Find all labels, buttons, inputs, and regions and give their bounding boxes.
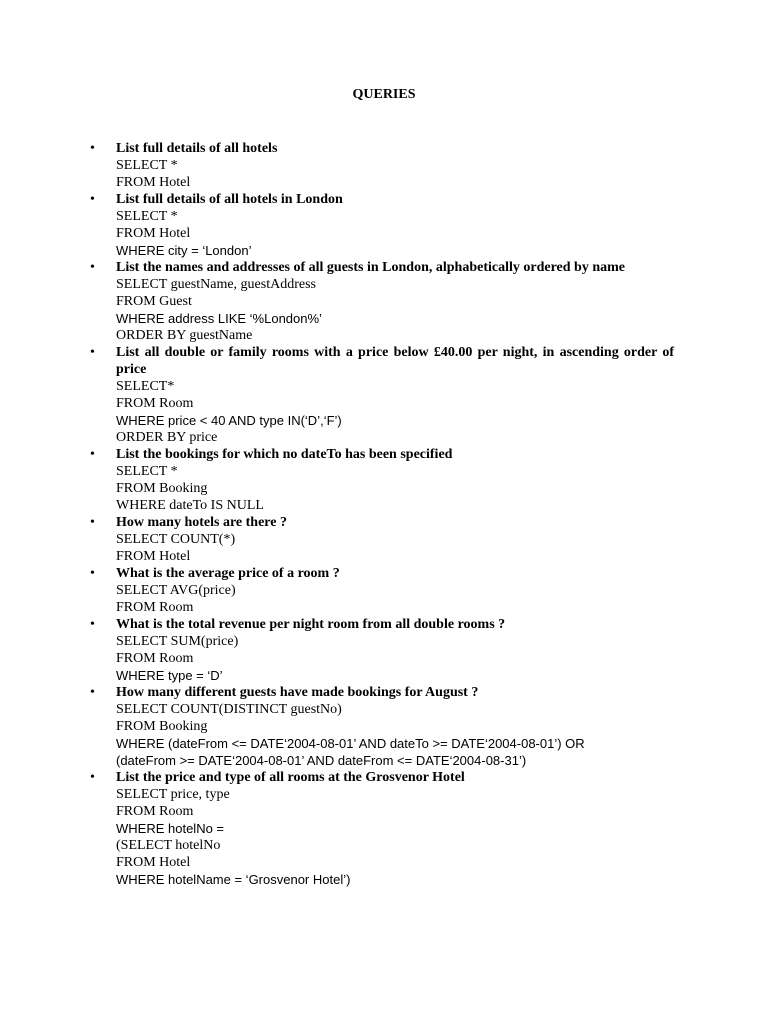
sql-line: WHERE (dateFrom <= DATE‘2004-08-01’ AND dateTo >= DATE‘2004-08-01’) OR xyxy=(116,736,585,751)
sql-line: SELECT * xyxy=(116,464,178,479)
bullet-icon: • xyxy=(90,260,95,275)
bullet-icon: • xyxy=(90,617,95,632)
query-item xyxy=(0,514,768,565)
query-item xyxy=(0,259,768,344)
sql-line: WHERE price < 40 AND type IN(‘D’,‘F’) xyxy=(116,413,342,428)
sql-line: WHERE city = ‘London’ xyxy=(116,243,252,258)
sql-line: FROM Booking xyxy=(116,719,208,734)
sql-line: SELECT * xyxy=(116,209,178,224)
sql-line: FROM Room xyxy=(116,600,194,615)
sql-line: SELECT AVG(price) xyxy=(116,583,236,598)
bullet-icon: • xyxy=(90,685,95,700)
sql-line: WHERE hotelNo = xyxy=(116,821,225,836)
query-item xyxy=(0,446,768,514)
sql-line: WHERE type = ‘D’ xyxy=(116,668,223,683)
bullet-icon: • xyxy=(90,345,95,360)
query-question: List the names and addresses of all guests in London, alphabetically ordered by name xyxy=(116,260,625,275)
sql-line: FROM Hotel xyxy=(116,175,191,190)
sql-line: FROM Booking xyxy=(116,481,208,496)
sql-line: (dateFrom >= DATE‘2004-08-01’ AND dateFrom <= DATE‘2004-08-31’) xyxy=(116,753,527,768)
query-question: How many hotels are there ? xyxy=(116,515,287,530)
sql-line: SELECT price, type xyxy=(116,787,230,802)
sql-line: WHERE address LIKE ‘%London%’ xyxy=(116,311,322,326)
sql-line: SELECT COUNT(DISTINCT guestNo) xyxy=(116,702,342,717)
bullet-icon: • xyxy=(90,515,95,530)
sql-line: SELECT * xyxy=(116,158,178,173)
sql-line: FROM Room xyxy=(116,804,194,819)
bullet-icon: • xyxy=(90,192,95,207)
sql-line: FROM Room xyxy=(116,396,194,411)
query-question: List full details of all hotels xyxy=(116,141,278,156)
sql-line: (SELECT hotelNo xyxy=(116,838,221,853)
query-question: List all double or family rooms with a price below £40.00 per night, in ascending order of price xyxy=(116,345,674,377)
sql-line: FROM Hotel xyxy=(116,549,191,564)
query-item xyxy=(0,191,768,259)
query-item xyxy=(0,769,768,888)
bullet-icon: • xyxy=(90,566,95,581)
query-question: List the price and type of all rooms at the Grosvenor Hotel xyxy=(116,770,465,785)
query-item xyxy=(0,616,768,684)
sql-line: SELECT SUM(price) xyxy=(116,634,239,649)
bullet-icon: • xyxy=(90,770,95,785)
query-list xyxy=(0,140,768,888)
query-item xyxy=(0,684,768,769)
sql-line: FROM Hotel xyxy=(116,855,191,870)
sql-line: FROM Room xyxy=(116,651,194,666)
sql-line: SELECT guestName, guestAddress xyxy=(116,277,316,292)
query-item xyxy=(0,344,768,446)
query-question: List full details of all hotels in London xyxy=(116,192,343,207)
query-question: What is the average price of a room ? xyxy=(116,566,340,581)
sql-line: FROM Guest xyxy=(116,294,192,309)
page-title: QUERIES xyxy=(352,87,416,102)
sql-line: WHERE dateTo IS NULL xyxy=(116,498,264,513)
sql-line: ORDER BY price xyxy=(116,430,218,445)
sql-line: SELECT COUNT(*) xyxy=(116,532,236,547)
query-item xyxy=(0,565,768,616)
bullet-icon: • xyxy=(90,447,95,462)
sql-line: WHERE hotelName = ‘Grosvenor Hotel’) xyxy=(116,872,351,887)
query-question: How many different guests have made bookings for August ? xyxy=(116,685,479,700)
query-question: List the bookings for which no dateTo has been specified xyxy=(116,447,453,462)
bullet-icon: • xyxy=(90,141,95,156)
sql-line: SELECT* xyxy=(116,379,175,394)
query-question: What is the total revenue per night room from all double rooms ? xyxy=(116,617,506,632)
sql-line: FROM Hotel xyxy=(116,226,191,241)
query-item xyxy=(0,140,768,191)
sql-line: ORDER BY guestName xyxy=(116,328,253,343)
